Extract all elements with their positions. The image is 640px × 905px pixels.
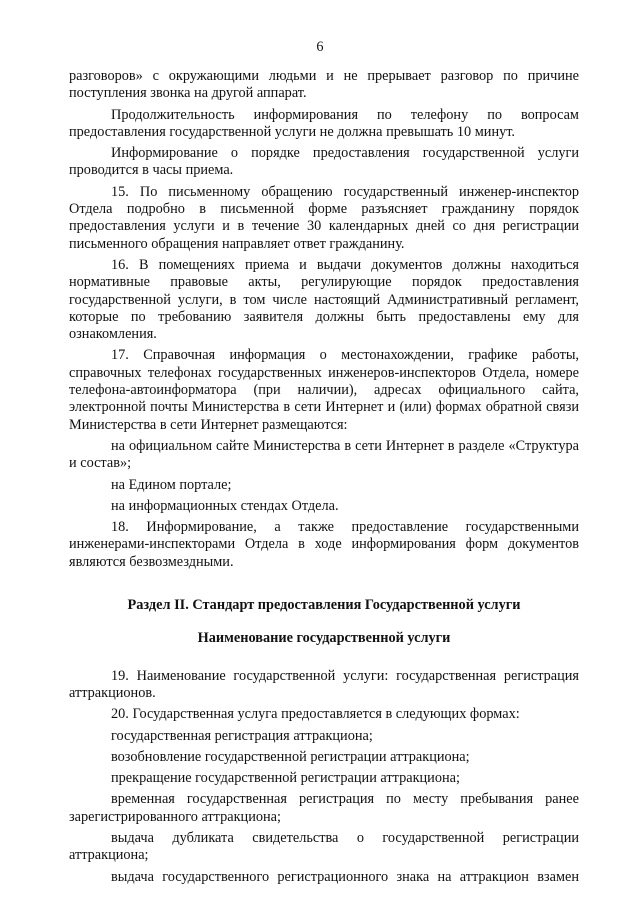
paragraph: 19. Наименование государственной услуги: государственная регистрация аттракционов. — [69, 667, 579, 701]
paragraphs-bottom — [69, 668, 579, 886]
document-body — [69, 68, 579, 886]
paragraph: разговоров» с окружающими людьми и не прерывает разговор по причине поступления звонка на другой аппарат. — [69, 68, 579, 102]
paragraph: на Едином портале; — [111, 476, 232, 493]
paragraph: Информирование о порядке предоставления государственной услуги проводится в часы приема. — [69, 145, 579, 179]
section-heading: Раздел II. Стандарт предоставления Государственной услуги — [127, 597, 521, 614]
paragraph: на информационных стендах Отдела. — [111, 497, 339, 514]
paragraph: выдача дубликата свидетельства о государственной регистрации аттракциона; — [69, 829, 579, 864]
paragraph: временная государственная регистрация по месту пребывания ранее зарегистрированного аттракциона; — [69, 791, 579, 825]
paragraph: 18. Информирование, а также предоставление государственными инженерами-инспекторами Отдела в ходе информирования форм документов являются безвозмездными. — [69, 519, 579, 570]
page-number: 6 — [316, 39, 324, 55]
paragraph: Продолжительность информирования по телефону по вопросам предоставления государственной услуги не должна превышать 10 минут. — [69, 106, 579, 140]
paragraph: на официальном сайте Министерства в сети Интернет в разделе «Структура и состав»; — [69, 437, 579, 472]
paragraph: 20. Государственная услуга предоставляется в следующих формах: — [111, 706, 520, 723]
paragraph: выдача государственного регистрационного знака на аттракцион взамен — [111, 868, 579, 885]
paragraph: 16. В помещениях приема и выдачи документов должны находиться нормативные правовые акты, регулирующие порядок предоставления государственной услуги, в том числе настоящий Административный регламент, которые по требованию заявителя должны быть предоставлены ему для ознакомления. — [69, 256, 579, 343]
paragraph: 17. Справочная информация о местонахождении, графике работы, справочных телефонах государственных инженеров-инспекторов Отдела, номере телефона-автоинформатора (при наличии), адресах официального сайта, электронной почты Министерства в сети Интернет и (или) формах обратной связи Министерства в сети Интернет размещаются: — [69, 347, 579, 433]
paragraphs-top — [69, 68, 579, 571]
paragraph: 15. По письменному обращению государственный инженер-инспектор Отдела подробно в письменной форме разъясняет гражданину порядок предоставления услуги и в течение 30 календарных дней со дня регистрации письменного обращения направляет ответ гражданину. — [69, 183, 579, 252]
paragraph: прекращение государственной регистрации аттракциона; — [111, 770, 460, 787]
paragraph: государственная регистрация аттракциона; — [111, 727, 373, 744]
paragraph: возобновление государственной регистрации аттракциона; — [111, 748, 470, 765]
subsection-heading: Наименование государственной услуги — [197, 630, 451, 647]
